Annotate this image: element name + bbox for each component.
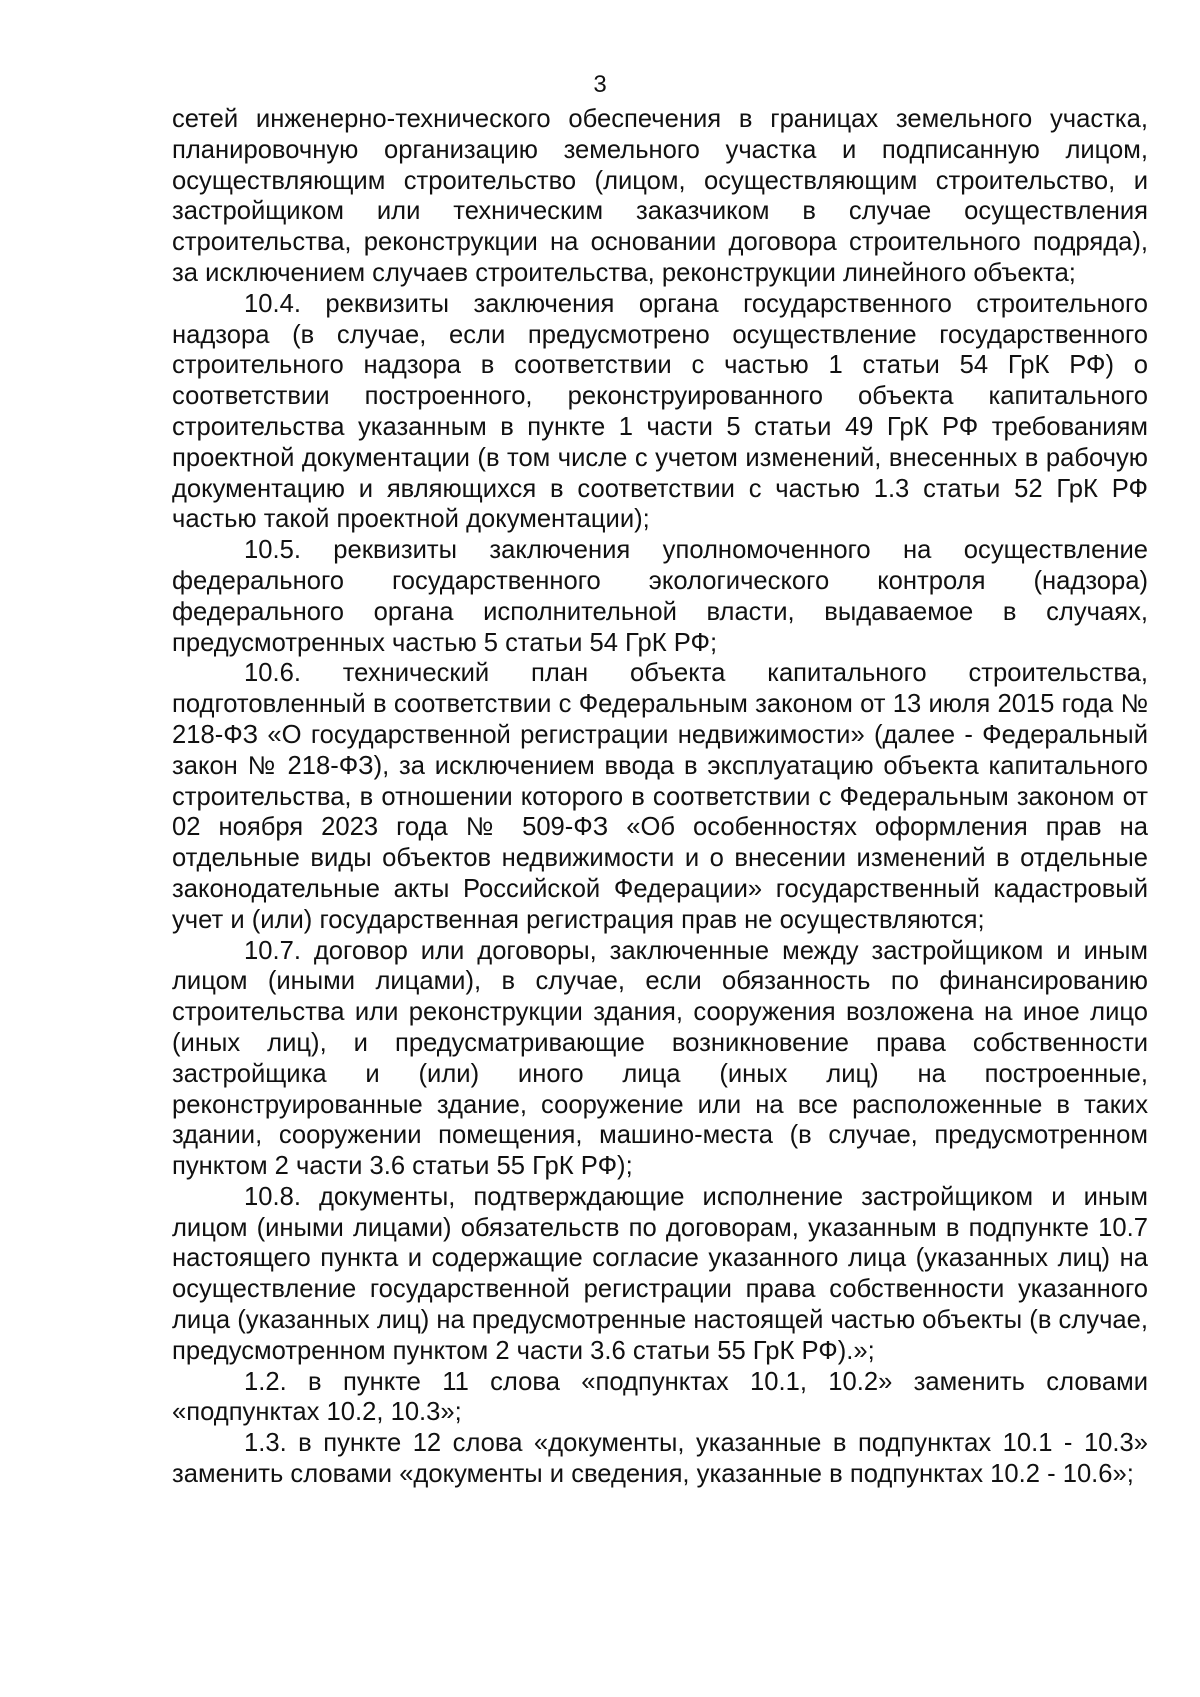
paragraph-1-2: 1.2. в пункте 11 слова «подпунктах 10.1, 10.2» заменить словами «подпунктах 10.2, 10.3»; (172, 1367, 1148, 1427)
document-body (172, 104, 1148, 1490)
paragraph-10-6: 10.6. технический план объекта капитального строительства, подготовленный в соответствии с Федеральным законом от 13 июля 2015 года № 218-ФЗ «О государственной регистрации недвижимости» (далее - Федеральный закон № 218-ФЗ), за исключением ввода в эксплуатацию объекта капитального строительства, в отношении которого в соответствии с Федеральным законом от 02 ноября 2023 года № 509-ФЗ «Об особенностях оформления прав на отдельные виды объектов недвижимости и о внесении изменений в отдельные законодательные акты Российской Федерации» государственный кадастровый учет и (или) государственная регистрация прав не осуществляются; (172, 659, 1148, 934)
page-number: 3 (593, 71, 607, 98)
paragraph-1-3: 1.3. в пункте 12 слова «документы, указанные в подпунктах 10.1 - 10.3» заменить словами «документы и сведения, указанные в подпунктах 10.2 - 10.6»; (172, 1429, 1148, 1489)
paragraph-10-7: 10.7. договор или договоры, заключенные между застройщиком и иным лицом (иными лицами), в случае, если обязанность по финансированию строительства или реконструкции здания, сооружения возложена на иное лицо (иных лиц), и предусматривающие возникновение права собственности застройщика и (или) иного лица (иных лиц) на построенные, реконструированные здание, сооружение или на все расположенные в таких здании, сооружении помещения, машино-места (в случае, предусмотренном пунктом 2 части 3.6 статьи 55 ГрК РФ); (172, 936, 1148, 1181)
paragraph-10-5: 10.5. реквизиты заключения уполномоченного на осуществление федерального государственного экологического контроля (надзора) федерального органа исполнительной власти, выдаваемое в случаях, предусмотренных частью 5 статьи 54 ГрК РФ; (172, 536, 1148, 657)
paragraph-10-8: 10.8. документы, подтверждающие исполнение застройщиком и иным лицом (иными лицами) обязательств по договорам, указанным в подпункте 10.7 настоящего пункта и содержащие согласие указанного лица (указанных лиц) на осуществление государственной регистрации права собственности указанного лица (указанных лиц) на предусмотренные настоящей частью объекты (в случае, предусмотренном пунктом 2 части 3.6 статьи 55 ГрК РФ).»; (172, 1182, 1148, 1365)
paragraph-10-4: 10.4. реквизиты заключения органа государственного строительного надзора (в случае, если предусмотрено осуществление государственного строительного надзора в соответствии с частью 1 статьи 54 ГрК РФ) о соответствии построенного, реконструированного объекта капитального строительства указанным в пункте 1 части 5 статьи 49 ГрК РФ требованиям проектной документации (в том числе с учетом изменений, внесенных в рабочую документацию и являющихся в соответствии с частью 1.3 статьи 52 ГрК РФ частью такой проектной документации); (172, 289, 1148, 534)
paragraph-continuation: сетей инженерно-технического обеспечения в границах земельного участка, планировочную организацию земельного участка и подписанную лицом, осуществляющим строительство (лицом, осуществляющим строительство, и застройщиком или техническим заказчиком в случае осуществления строительства, реконструкции на основании договора строительного подряда), за исключением случаев строительства, реконструкции линейного объекта; (172, 105, 1148, 287)
